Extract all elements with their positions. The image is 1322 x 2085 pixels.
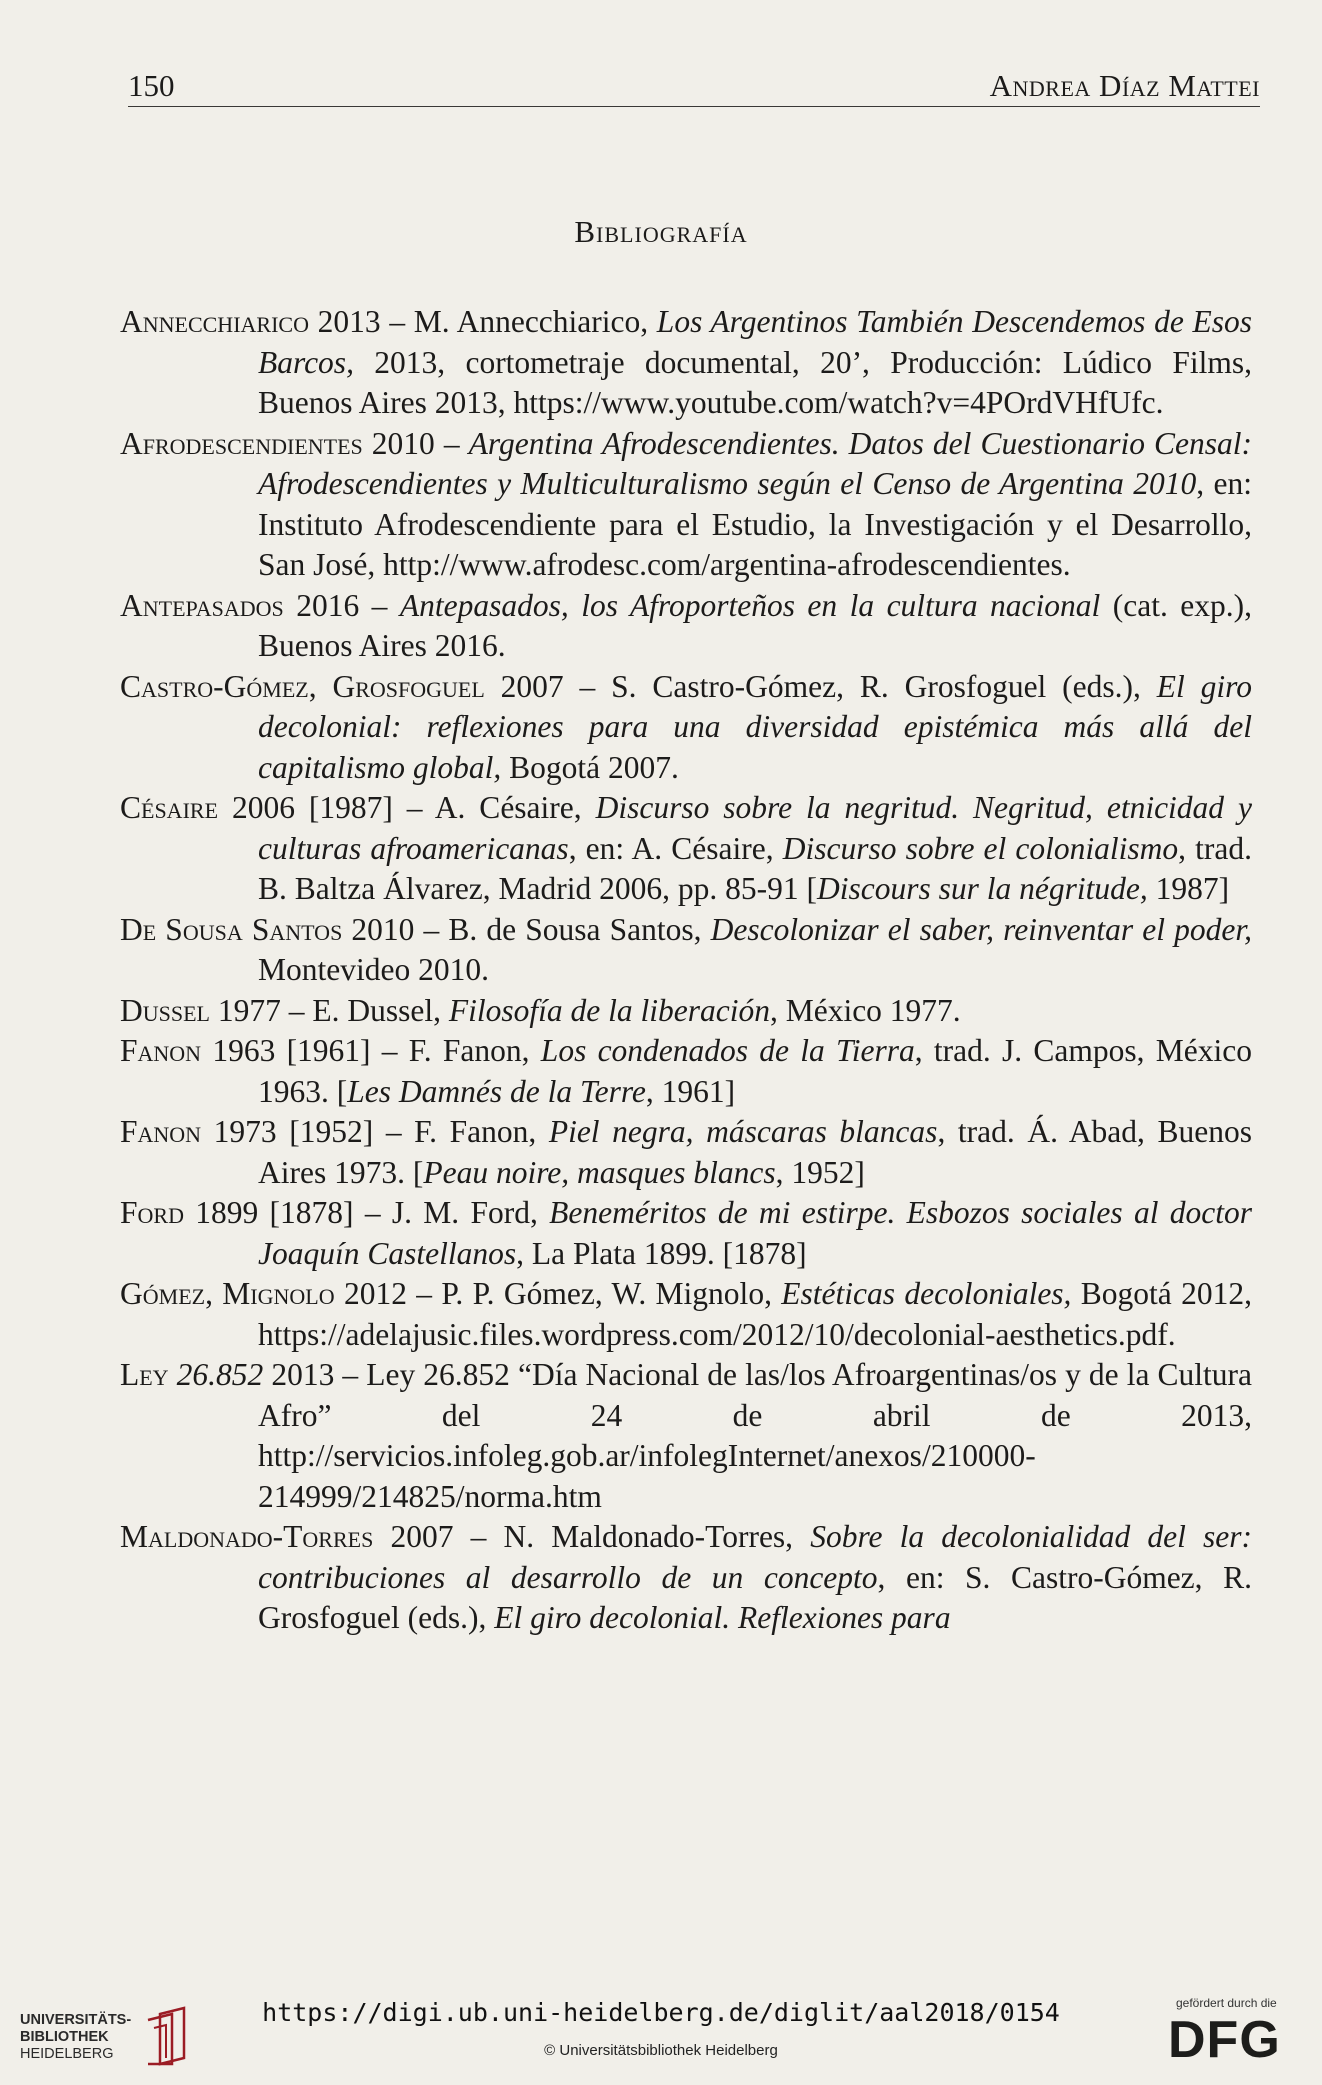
entry-text: (cat. exp.), Buenos Aires 2016. — [258, 587, 1253, 663]
bibliography-list — [120, 302, 1252, 1639]
entry-text: , México 1977. — [769, 992, 961, 1028]
bibliography-entry — [120, 1112, 1252, 1193]
footer — [0, 1978, 1322, 2085]
entry-title: Piel negra, máscaras blancas — [548, 1114, 938, 1149]
entry-text: Bogotá 2007. — [501, 749, 679, 785]
entry-text: Montevideo 2010. — [258, 952, 489, 987]
entry-title: Peau noire, masques blancs — [423, 1154, 776, 1190]
entry-text: , trad. Á. Abad, Buenos Aires 1973. [ — [258, 1114, 1252, 1190]
entry-text: 2013 – Ley 26.852 “Día Nacional de las/los Afroargentinas/os y de la Cultura Afro” del 24 de abril de 2013, http://servicios.infoleg.gob.ar/infolegInternet/anexos/210000-214999/214825/norma.htm — [258, 1357, 1252, 1514]
entry-title: Argentina Afrodescendientes. Datos del Cuestionario Censal: Afrodescendientes y Multiculturalismo según el Censo de Argentina 2010 — [258, 425, 1252, 501]
entry-text: 2016 – — [283, 587, 400, 623]
bibliography-entry — [120, 1355, 1252, 1517]
entry-key: Ford — [120, 1195, 184, 1230]
entry-text: 1977 – E. Dussel, — [209, 992, 449, 1028]
running-head: Andrea Díaz Mattei — [989, 68, 1260, 103]
entry-title: El giro decolonial. Reflexiones para — [494, 1600, 951, 1635]
entry-text: , 1952] — [775, 1154, 865, 1190]
entry-key: Gómez, Mignolo — [120, 1276, 335, 1311]
entry-key: De Sousa Santos — [120, 911, 343, 947]
entry-title: 26.852 — [176, 1357, 264, 1392]
entry-text: 1973 [1952] – F. Fanon, — [201, 1114, 549, 1149]
bibliography-entry — [120, 302, 1252, 424]
entry-key: Dussel — [120, 992, 210, 1028]
entry-text: 2013 – M. Annecchiarico, — [308, 304, 657, 339]
entry-title: Sobre la decolonialidad del ser: contribuciones al desarrollo de un concepto — [258, 1519, 1252, 1595]
entry-key: Annecchiarico — [120, 304, 309, 339]
entry-text: 2007 – N. Maldonado-Torres, — [373, 1519, 811, 1554]
entry-title: Discurso sobre el colonialismo — [782, 830, 1179, 866]
entry-text — [169, 1357, 177, 1392]
library-line-2: BIBLIOTHEK — [20, 2029, 109, 2045]
entry-title: Antepasados, los Afroporteños en la cultura nacional — [399, 587, 1101, 623]
entry-text: 2013, cortometraje documental, 20’, Producción: Lúdico Films, Buenos Aires 2013, https://www.youtube.com/watch?v=4POrdVHfUfc. — [258, 344, 1252, 420]
bibliography-entry — [120, 1193, 1252, 1274]
bibliography-entry — [120, 1031, 1252, 1112]
bibliography-entry — [120, 788, 1252, 910]
bibliography-entry — [120, 1274, 1252, 1355]
dfg-logo — [1168, 1996, 1308, 2076]
entry-title: Filosofía de la liberación — [448, 992, 770, 1028]
entry-text: , 1961] — [645, 1073, 736, 1109]
entry-key: Castro-Gómez, Grosfoguel — [120, 668, 485, 704]
entry-text: 2010 – — [362, 425, 469, 461]
bibliography-entry — [120, 586, 1252, 667]
entry-text: 2010 – B. de Sousa Santos, — [342, 911, 711, 947]
entry-text: 1987] — [1147, 871, 1230, 906]
entry-text: 2012 – P. P. Gómez, W. Mignolo, — [334, 1276, 782, 1311]
page-header — [128, 62, 1260, 107]
entry-title: Descolonizar el saber, reinventar el poder, — [710, 911, 1253, 947]
entry-text: 1963 [1961] – F. Fanon, — [201, 1033, 541, 1068]
entry-key: Ley — [120, 1357, 169, 1392]
entry-title: Discours sur la négritude, — [817, 871, 1148, 906]
section-title: Bibliografía — [574, 214, 748, 249]
entry-text: , en: A. Césaire, — [568, 830, 783, 866]
entry-text: , en: S. Castro-Gómez, R. Grosfoguel (eds.), — [258, 1559, 1252, 1635]
library-line-3: HEIDELBERG — [20, 2046, 114, 2062]
entry-key: Fanon — [120, 1033, 202, 1068]
entry-text: 2007 – S. Castro-Gómez, R. Grosfoguel (eds.), — [484, 668, 1157, 704]
entry-text: , La Plata 1899. [1878] — [516, 1235, 807, 1271]
entry-text: 2006 [1987] – A. Césaire, — [218, 790, 596, 825]
entry-text: 1899 [1878] – J. M. Ford, — [183, 1195, 550, 1230]
bibliography-entry — [120, 910, 1252, 991]
entry-text: , trad. J. Campos, México 1963. [ — [258, 1033, 1252, 1109]
entry-title: Les Damnés de la Terre — [347, 1073, 646, 1109]
page-number: 150 — [128, 68, 175, 103]
entry-key: Antepasados — [120, 587, 284, 623]
entry-title: Estéticas decoloniales, — [781, 1276, 1072, 1311]
entry-text: , en: Instituto Afrodescendiente para el Estudio, la Investigación y el Desarrollo, San José, http://www.afrodesc.com/argentina-afrodescendientes. — [258, 466, 1252, 582]
bibliography-entry — [120, 1517, 1252, 1639]
bibliography-entry — [120, 667, 1252, 789]
dfg-mark: DFG — [1168, 2011, 1281, 2069]
entry-title: Discurso sobre la negritud. Negritud, etnicidad y culturas afroamericanas — [258, 790, 1252, 866]
entry-title: Los condenados de la Tierra — [540, 1033, 915, 1068]
entry-key: Afrodescendientes — [120, 425, 363, 461]
bibliography-entry — [120, 424, 1252, 586]
entry-title: El giro decolonial: reflexiones para una diversidad epistémica más allá del capitalismo global, — [258, 668, 1252, 785]
entry-key: Maldonado-Torres — [120, 1519, 374, 1554]
footer-copyright: © Universitätsbibliothek Heidelberg — [544, 2042, 778, 2059]
entry-key: Fanon — [120, 1114, 202, 1149]
dfg-funder-note: gefördert durch die — [1176, 1996, 1277, 2010]
library-line-1: UNIVERSITÄTS- — [20, 2012, 132, 2028]
entry-title: Beneméritos de mi estirpe. Esbozos sociales al doctor Joaquín Castellanos — [258, 1195, 1252, 1271]
entry-text: , trad. B. Baltza Álvarez, Madrid 2006, pp. 85-91 [ — [258, 830, 1252, 906]
entry-key: Césaire — [120, 790, 219, 825]
entry-text: Bogotá 2012, https://adelajusic.files.wordpress.com/2012/10/decolonial-aesthetics.pdf. — [258, 1276, 1252, 1352]
entry-title: Los Argentinos También Descendemos de Esos Barcos, — [258, 304, 1252, 380]
bibliography-entry — [120, 991, 1252, 1032]
footer-url-link[interactable]: https://digi.ub.uni-heidelberg.de/diglit/aal2018/0154 — [262, 1998, 1060, 2027]
